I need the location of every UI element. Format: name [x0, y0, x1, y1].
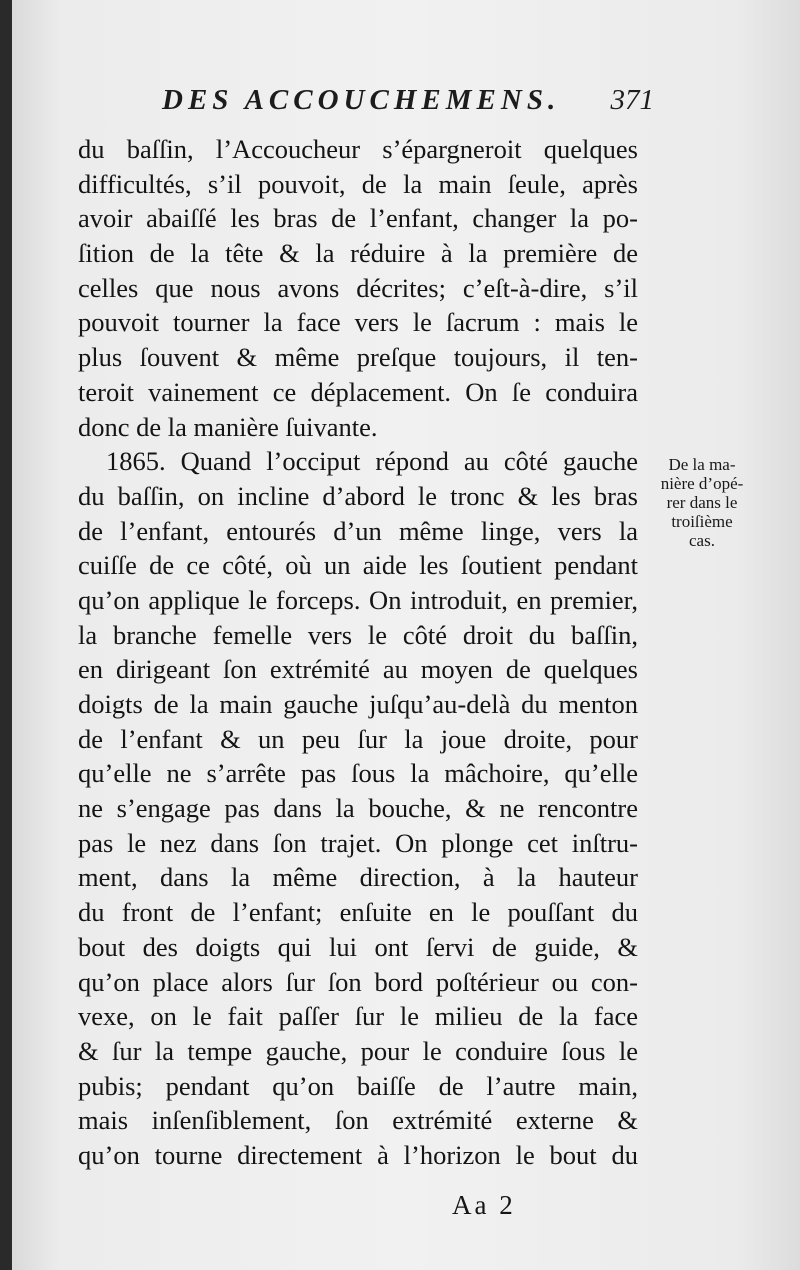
text-line: ſition de la tête & la réduire à la première de	[78, 238, 638, 269]
text-line: la branche femelle vers le côté droit du baſſin,	[78, 619, 638, 650]
margin-note	[637, 455, 767, 550]
text-line: & ſur la tempe gauche, pour le conduire ſous le	[78, 1035, 638, 1066]
margin-note-line: troiſième	[671, 512, 733, 531]
text-line: de l’enfant, entourés d’un même linge, vers la	[78, 515, 638, 546]
text-line: pouvoit tourner la face vers le ſacrum : mais le	[78, 307, 638, 338]
text-line: du front de l’enfant; enſuite en le pouſſant du	[78, 897, 638, 928]
text-line: de l’enfant & un peu ſur la joue droite, pour	[78, 723, 638, 754]
margin-note-line: cas.	[689, 531, 715, 550]
signature-mark: Aa 2	[452, 1190, 516, 1220]
text-line: donc de la manière ſuivante.	[78, 411, 378, 442]
text-line: bout des doigts qui lui ont ſervi de guide, &	[78, 931, 638, 962]
margin-note-line: rer dans le	[666, 493, 738, 512]
paragraph-start-line: 1865. Quand l’occiput répond au côté gauche	[106, 446, 638, 477]
text-line: pubis; pendant qu’on baiſſe de l’autre main,	[78, 1070, 638, 1101]
text-line: difficultés, s’il pouvoit, de la main ſeule, après	[78, 168, 638, 199]
margin-note-line: De la ma-	[668, 455, 736, 474]
text-line: teroit vainement ce déplacement. On ſe conduira	[78, 376, 638, 407]
text-line: qu’on place alors ſur ſon bord poſtérieur ou con-	[78, 966, 638, 997]
text-line: doigts de la main gauche juſqu’au-delà du menton	[78, 689, 638, 719]
text-line: ne s’engage pas dans la bouche, & ne rencontre	[78, 793, 638, 824]
text-line: en dirigeant ſon extrémité au moyen de quelques	[78, 654, 638, 685]
text-line: cuiſſe de ce côté, où un aide les ſoutient pendant	[78, 550, 638, 581]
text-line: pas le nez dans ſon trajet. On plonge cet inſtru-	[78, 827, 638, 858]
running-title: DES ACCOUCHEMENS.	[162, 84, 561, 116]
text-line: qu’on tourne directement à l’horizon le bout du	[78, 1139, 638, 1170]
text-line: qu’on applique le forceps. On introduit, en premier,	[78, 584, 638, 615]
body-text	[78, 132, 638, 1173]
text-line: ment, dans la même direction, à la hauteur	[78, 862, 638, 893]
text-line: du baſſin, l’Accoucheur s’épargneroit quelques	[78, 134, 638, 164]
text-line: qu’elle ne s’arrête pas ſous la mâchoire, qu’elle	[78, 758, 638, 789]
text-line: celles que nous avons décrites; c’eſt-à-dire, s’il	[78, 272, 638, 303]
text-line: plus ſouvent & même preſque toujours, il ten-	[78, 342, 638, 373]
page-number: 371	[610, 84, 654, 116]
page-header	[162, 84, 654, 124]
margin-note-line: nière d’opé-	[660, 474, 744, 493]
text-line: avoir abaiſſé les bras de l’enfant, changer la po-	[78, 203, 638, 234]
text-line: vexe, on le fait paſſer ſur le milieu de la face	[78, 1001, 638, 1032]
book-page	[12, 0, 800, 1270]
text-line: du baſſin, on incline d’abord le tronc & les bras	[78, 480, 638, 511]
text-line: mais inſenſiblement, ſon extrémité externe &	[78, 1105, 638, 1136]
